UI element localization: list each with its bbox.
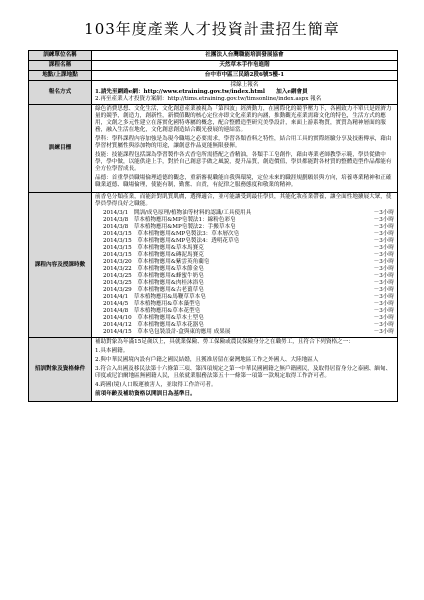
eligibility-paragraph: 補助對象為年滿15足歲以上，具就業保險、勞工保險或農民保險身分之在職勞工，且符合下列資格之一： xyxy=(95,339,354,345)
course-item xyxy=(95,245,394,252)
content-cell xyxy=(92,193,398,338)
course-item-hours: －3小時 xyxy=(373,224,394,230)
course-item-text: 2014/3/15 草本植物應用&草本馬賽克 xyxy=(103,245,204,251)
course-item-hours: －3小時 xyxy=(373,287,394,293)
table-row xyxy=(29,81,398,105)
course-item xyxy=(95,315,394,322)
course-item xyxy=(95,287,394,294)
eligibility-paragraph: 2.與中華民國境內設有戶籍之國民結婚，且獲准居留在臺灣地區工作之外國人、大陸地區人 xyxy=(95,357,319,363)
course-item-text: 2014/4/15 草本皂包裝設計-盒與東的應用 成果展 xyxy=(103,329,231,335)
table-row xyxy=(29,105,398,193)
course-item-hours: －3小時 xyxy=(373,301,394,307)
table-row xyxy=(29,338,398,402)
location-label: 地點/上課地點 xyxy=(29,71,92,81)
course-name-label: 課程名稱 xyxy=(29,61,92,71)
enrollment-table xyxy=(28,50,398,402)
goal-paragraph: 技能：技能課程包括課為學習製作各式香皂所需搭配之香精油，各類手工皂創作，藉由專業老師教學示範，學員從做中學，學中做，以能供達上手，對於自己創意手做之風貌，提升品質，創造價值，學員都能對各材質的整體造型作品都能有全方位學習成長。 xyxy=(95,152,392,172)
course-item xyxy=(95,238,394,245)
course-item xyxy=(95,308,394,315)
course-item xyxy=(95,252,394,259)
course-name-value: 天然草本手作皂進階 xyxy=(92,61,398,71)
course-item-text: 2014/3/15 草本植物應用&MP皂製法4：透明花草皂 xyxy=(103,238,240,244)
course-item-hours: －3小時 xyxy=(373,322,394,328)
course-item-hours: －3小時 xyxy=(373,238,394,244)
table-row xyxy=(29,193,398,338)
eligibility-paragraph: 3.符合入出國及移民法第十六條第三項、第四項規定之第一中華民國國籍之無戶籍國民，及取得居留身分之泰國、緬甸、印度或尼泊爾地區無國籍人民，且依就業服務法第五十一條第一項第一款規定取得工作許可者。 xyxy=(95,366,392,379)
course-item-text: 2014/3/25 草本植物應用&肉桂沐浴皂 xyxy=(103,280,204,286)
eligibility-paragraph: 1.具本國籍。 xyxy=(95,348,129,354)
course-item xyxy=(95,301,394,308)
course-item-text: 2014/4/12 草本植物應用&草本花器皂 xyxy=(103,322,204,328)
course-item-hours: －3小時 xyxy=(373,210,394,216)
course-item xyxy=(95,329,394,336)
signup-label: 報名方式 xyxy=(29,81,92,105)
location-value: 台中市中區三民路2段6號5樓-1 xyxy=(92,71,398,81)
table-row xyxy=(29,51,398,61)
course-item xyxy=(95,259,394,266)
course-item xyxy=(95,210,394,217)
course-item-hours: －3小時 xyxy=(373,308,394,314)
eligibility-content xyxy=(92,338,398,402)
content-label: 課程內容及授課時數 xyxy=(29,193,92,338)
org-label: 訓練單位名稱 xyxy=(29,51,92,61)
signup-header: 採線上報名 xyxy=(230,82,259,88)
signup-link-2[interactable]: 2.再至產業人才投資方案網：http://tims.etraining.gov.tw/timsonline/index.aspx 報名 xyxy=(95,96,322,102)
signup-content xyxy=(92,81,398,105)
course-item-text: 2014/3/15 草本植物應用&磚泥馬賽克 xyxy=(103,252,204,258)
course-item-text: 2014/3/15 草本植物應用&MP皂製法3：草本層次皂 xyxy=(103,231,240,237)
course-item-hours: －3小時 xyxy=(373,231,394,237)
course-item-text: 2014/4/8 草本植物應用&草本花型皂 xyxy=(103,308,201,314)
table-row xyxy=(29,71,398,81)
goal-label: 訓練目標 xyxy=(29,105,92,193)
course-item-text: 2014/4/10 草本植物應用&草本土型皂 xyxy=(103,315,204,321)
course-item-hours: －3小時 xyxy=(373,259,394,265)
course-item-hours: －3小時 xyxy=(373,315,394,321)
signup-link-1[interactable]: 1.請先至網路e網：http://www.etraining.gov.tw/index.html 加入e網會員 xyxy=(95,89,308,95)
course-item-hours: －3小時 xyxy=(373,273,394,279)
course-item xyxy=(95,322,394,329)
eligibility-note: 前項年齡及補助資格以開訓日為基準日。 xyxy=(95,391,196,397)
course-item-hours: －3小時 xyxy=(373,245,394,251)
content-intro: 前香皂分類產業，而能針對肌質肌膚，選擇適合，並可能讓受到最佳學員，其能化妝產業帶養，讓全面性地擴展大眾，使學員學得良好之職能。 xyxy=(95,194,392,207)
goal-content xyxy=(92,105,398,193)
course-item xyxy=(95,294,394,301)
eligibility-paragraph: 4.跨國(境)人口販運被害人，並取得工作許可者。 xyxy=(95,382,217,388)
course-item-text: 2014/4/5 草本植物應用&草本藻型皂 xyxy=(103,301,201,307)
course-item xyxy=(95,280,394,287)
course-item xyxy=(95,224,394,231)
course-item xyxy=(95,217,394,224)
course-item xyxy=(95,266,394,273)
course-item-hours: －3小時 xyxy=(373,280,394,286)
goal-paragraph: 綠色消費思想、文化生活，文化創意產業被視為「第四波」經濟動力，在國際化的競爭壓力下，各國致力不單只是經濟力量的競爭，創造力，創新性，新價值觀的核心定位亦即文化產業的內涵，推動觀光產業需藉文化的特色，生活方式的應用，文創之多元性建立在落實化國特專屬的概念，配合整體造型研究美學設計，來面上游系物質，實質為精神層面的服務，融入生活在地化，文化創意創造結合觀光發展的連結當。 xyxy=(95,106,392,133)
course-item-hours: －3小時 xyxy=(373,217,394,223)
goal-paragraph: 學科：學科課程內容加強是為現今職場之必要需求，學習各類香料之特性，結合用工具的實際經驗分享及技術傳承，藉由學習材質屬性與添加物的用途，讓創意作品更能無限發揮。 xyxy=(95,136,392,149)
course-item-hours: －3小時 xyxy=(373,266,394,272)
table-row xyxy=(29,61,398,71)
course-item xyxy=(95,273,394,280)
course-item-text: 2014/3/29 草本植物應用&古老薑草皂 xyxy=(103,287,204,293)
course-item-hours: －3小時 xyxy=(373,329,394,335)
course-item-hours: －3小時 xyxy=(373,252,394,258)
course-item-text: 2014/4/1 草本植物應用&馬鞭草草本皂 xyxy=(103,294,206,300)
course-item-text: 2014/3/8 草本植物應用&MP皂製法2：手搬草本皂 xyxy=(103,224,236,230)
course-item-text: 2014/3/8 草本植物應用&MP皂製法1：線粉色彩皂 xyxy=(103,217,236,223)
course-item-text: 2014/3/22 草本植物應用&草本節金皂 xyxy=(103,266,204,272)
document-title: 103年度產業人才投資計畫招生簡章 xyxy=(84,20,340,38)
eligibility-label: 招訓對象及資格條件 xyxy=(29,338,92,402)
course-item-text: 2014/3/20 草本植物應用&紫雲英角藺皂 xyxy=(103,259,210,265)
goal-paragraph: 品德：首重學員職場倫理道德的觀念，重新審視職能自我與環境，定位未來的職涯規劃願景與方向，培養專業精神和正確職業道德、職場倫理，使能有制，勤奮、自責，有紀律之服務態度和敬業的精神。 xyxy=(95,175,392,188)
course-item-hours: －3小時 xyxy=(373,294,394,300)
org-value: 社團法人台灣職能培訓發展協會 xyxy=(92,51,398,61)
course-item-text: 2014/3/1 開訓/成皂原理/植物油等材料的認識/工具使用具 xyxy=(103,210,252,216)
course-item-text: 2014/3/25 草本植物應用&蜂蜜牛奶皂 xyxy=(103,273,204,279)
course-item xyxy=(95,231,394,238)
course-list xyxy=(95,210,394,336)
